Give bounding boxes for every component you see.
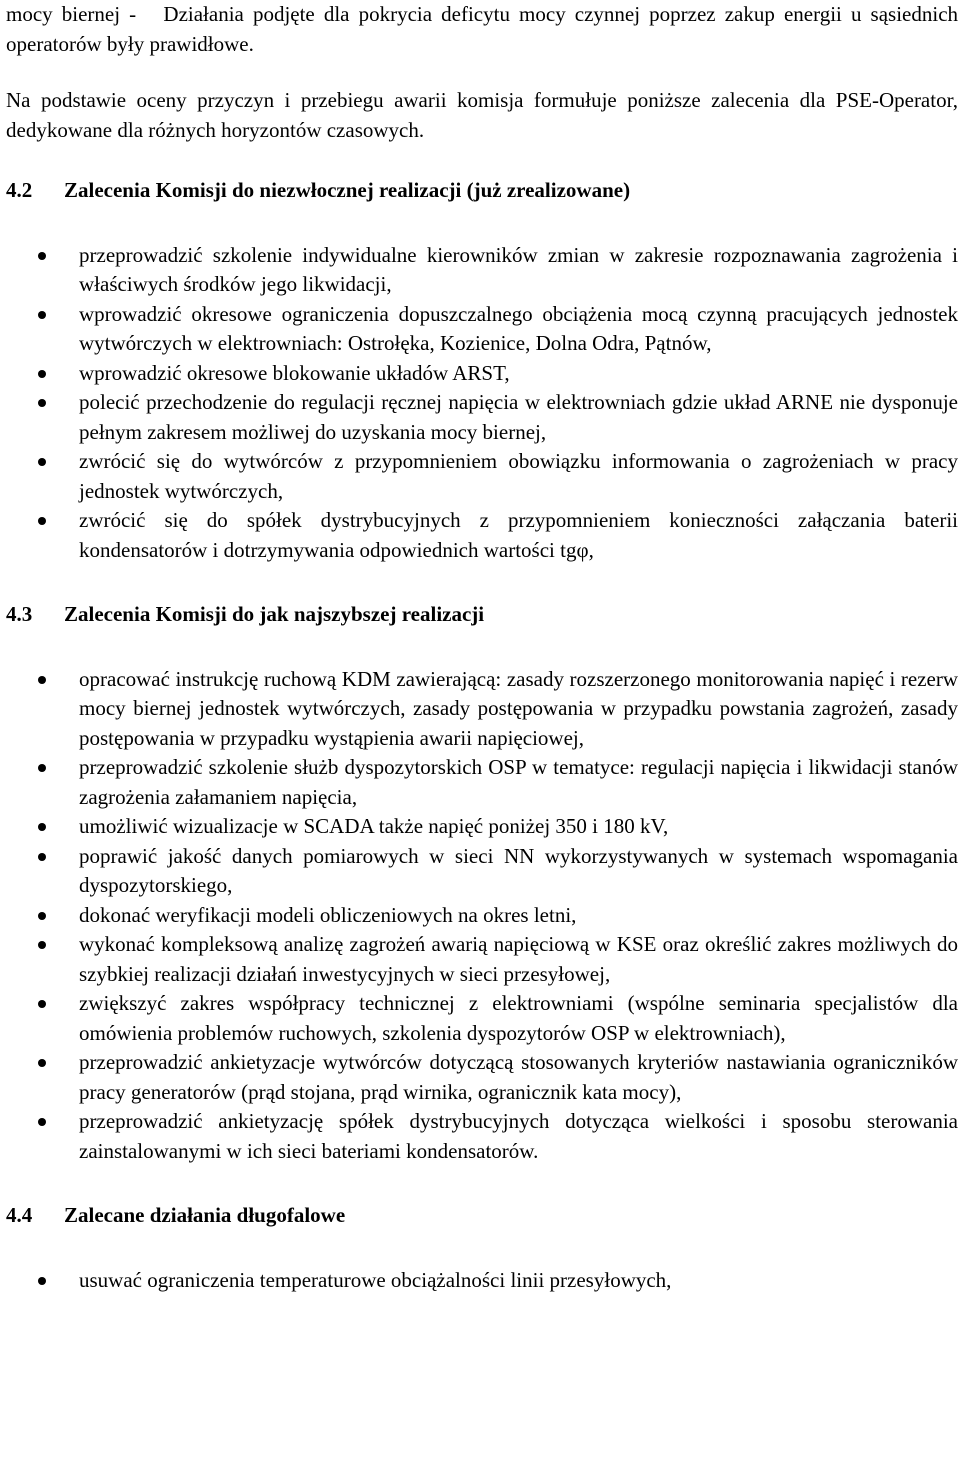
list-item: przeprowadzić szkolenie indywidualne kierowników zmian w zakresie rozpoznawania zagrożenia i właściwych środków jego likwidacji, bbox=[6, 241, 958, 300]
section-title: Zalecenia Komisji do jak najszybszej realizacji bbox=[64, 602, 485, 626]
bullet-icon bbox=[38, 517, 46, 525]
list-item: wykonać kompleksową analizę zagrożeń awarią napięciową w KSE oraz określić zakres możliwych do szybkiej realizacji działań inwestycyjnych w sieci przesyłowej, bbox=[6, 930, 958, 989]
section-heading-4-2 bbox=[6, 176, 958, 206]
section-heading-4-4 bbox=[6, 1201, 958, 1231]
recommendation-list-4-4 bbox=[6, 1266, 958, 1296]
list-item: polecić przechodzenie do regulacji ręcznej napięcia w elektrowniach gdzie układ ARNE nie dysponuje pełnym zakresem możliwej do uzyskania mocy biernej, bbox=[6, 388, 958, 447]
bullet-icon bbox=[38, 823, 46, 831]
recommendation-list-4-3 bbox=[6, 665, 958, 1167]
bullet-icon bbox=[38, 1000, 46, 1008]
list-item: usuwać ograniczenia temperaturowe obciążalności linii przesyłowych, bbox=[6, 1266, 958, 1296]
list-item: opracować instrukcję ruchową KDM zawierającą: zasady rozszerzonego monitorowania napięć i rezerw mocy biernej jednostek wytwórczych, zasady postępowania w przypadku powstania zagrożeń, zasady postępowania w przypadku wystąpienia awarii napięciowej, bbox=[6, 665, 958, 754]
section-number: 4.2 bbox=[6, 178, 33, 202]
section-number: 4.3 bbox=[6, 602, 33, 626]
intro-lead: mocy biernej - bbox=[6, 2, 137, 26]
bullet-icon bbox=[38, 370, 46, 378]
bullet-icon bbox=[38, 912, 46, 920]
intro-paragraph-1 bbox=[6, 0, 958, 59]
section-title: Zalecenia Komisji do niezwłocznej realizacji (już zrealizowane) bbox=[64, 178, 631, 202]
list-item: zwrócić się do spółek dystrybucyjnych z przypomnieniem konieczności załączania baterii kondensatorów i dotrzymywania odpowiednich wartości tgφ, bbox=[6, 506, 958, 565]
bullet-icon bbox=[38, 853, 46, 861]
intro-paragraph-2: Na podstawie oceny przyczyn i przebiegu awarii komisja formułuje poniższe zalecenia dla PSE-Operator, dedykowane dla różnych horyzontów czasowych. bbox=[6, 88, 958, 142]
list-item: przeprowadzić ankietyzacje wytwórców dotyczącą stosowanych kryteriów nastawiania ograniczników pracy generatorów (prąd stojana, prąd wirnika, ogranicznik kata mocy), bbox=[6, 1048, 958, 1107]
bullet-icon bbox=[38, 764, 46, 772]
bullet-icon bbox=[38, 399, 46, 407]
bullet-icon bbox=[38, 1277, 46, 1285]
list-item: przeprowadzić szkolenie służb dyspozytorskich OSP w tematyce: regulacji napięcia i likwidacji stanów zagrożenia załamaniem napięcia, bbox=[6, 753, 958, 812]
recommendation-list-4-2 bbox=[6, 241, 958, 566]
section-title: Zalecane działania długofalowe bbox=[64, 1203, 346, 1227]
section-number: 4.4 bbox=[6, 1203, 33, 1227]
list-item: wprowadzić okresowe ograniczenia dopuszczalnego obciążenia mocą czynną pracujących jednostek wytwórczych w elektrowniach: Ostrołęka, Kozienice, Dolna Odra, Pątnów, bbox=[6, 300, 958, 359]
list-item: wprowadzić okresowe blokowanie układów ARST, bbox=[6, 359, 958, 389]
bullet-icon bbox=[38, 311, 46, 319]
intro-lead-text: Działania podjęte dla pokrycia deficytu mocy czynnej poprzez zakup energii u sąsiednich operatorów były prawidłowe. bbox=[6, 2, 959, 56]
section-heading-4-3 bbox=[6, 600, 958, 630]
list-item: poprawić jakość danych pomiarowych w sieci NN wykorzystywanych w systemach wspomagania dyspozytorskiego, bbox=[6, 842, 958, 901]
list-item: dokonać weryfikacji modeli obliczeniowych na okres letni, bbox=[6, 901, 958, 931]
bullet-icon bbox=[38, 1059, 46, 1067]
bullet-icon bbox=[38, 252, 46, 260]
bullet-icon bbox=[38, 1118, 46, 1126]
bullet-icon bbox=[38, 458, 46, 466]
list-item: przeprowadzić ankietyzację spółek dystrybucyjnych dotycząca wielkości i sposobu sterowania zainstalowanymi w ich sieci bateriami kondensatorów. bbox=[6, 1107, 958, 1166]
bullet-icon bbox=[38, 941, 46, 949]
list-item: zwiększyć zakres współpracy technicznej z elektrowniami (wspólne seminaria specjalistów dla omówienia problemów ruchowych, szkolenia dyspozytorów OSP w elektrowniach), bbox=[6, 989, 958, 1048]
list-item: zwrócić się do wytwórców z przypomnieniem obowiązku informowania o zagrożeniach w pracy jednostek wytwórczych, bbox=[6, 447, 958, 506]
bullet-icon bbox=[38, 676, 46, 684]
document-page bbox=[6, 0, 958, 1295]
list-item: umożliwić wizualizacje w SCADA także napięć poniżej 350 i 180 kV, bbox=[6, 812, 958, 842]
